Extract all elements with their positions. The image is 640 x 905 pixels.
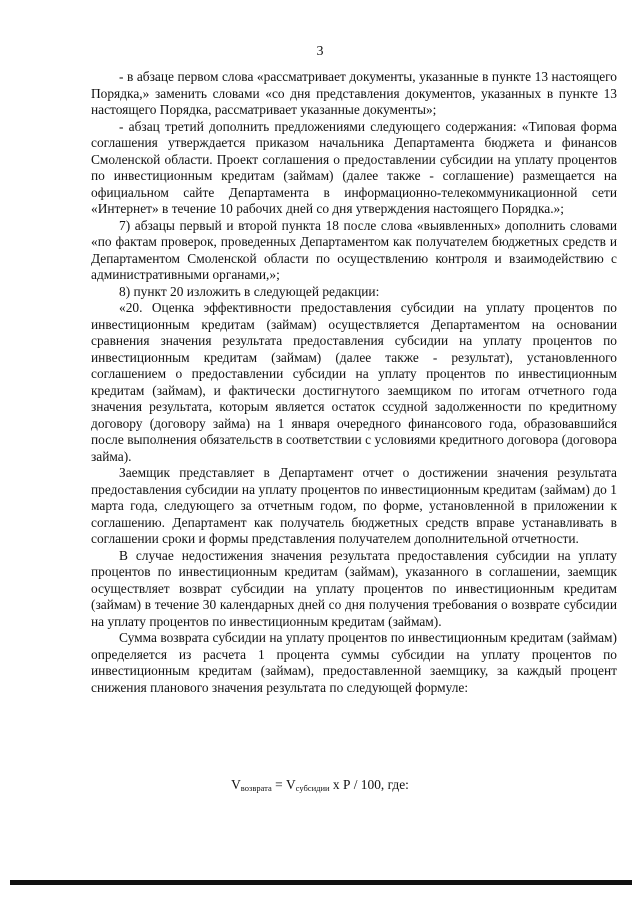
paragraph-item-8: 8) пункт 20 изложить в следующей редакции:	[119, 283, 380, 299]
paragraph-item-7: 7) абзацы первый и второй пункта 18 после слова «выявленных» дополнить словами «по фактам проверок, проведенных Департаментом как получателем бюджетных средств и Департаментом Смоленской области по осуществлению контроля и взаимодействию с административными органами,»;	[91, 217, 617, 282]
formula-rhs-symbol: V	[286, 777, 296, 792]
page-number: 3	[316, 44, 324, 59]
paragraph-amendment-2: - абзац третий дополнить предложениями следующего содержания: «Типовая форма соглашения утверждается приказом начальника Департамента бюджета и финансов Смоленской области. Проект соглашения о предоставлении субсидии на уплату процентов по инвестиционным кредитам (займам) (далее также - соглашение) размещается на официальном сайте Департамента в информационно-телекоммуникационной сети «Интернет» в течение 10 рабочих дней со дня утверждения настоящего Порядка.»;	[91, 118, 617, 216]
formula-equals: =	[271, 777, 286, 792]
paragraph-report: Заемщик представляет в Департамент отчет о достижении значения результата предоставления субсидии на уплату процентов по инвестиционным кредитам (займам) до 1 марта года, следующего за отчетным годом, по форме, установленной в приложении к соглашению. Департамент как получатель бюджетных средств вправе устанавливать в соглашении сроки и формы представления получателем дополнительной отчетности.	[91, 465, 617, 546]
paragraph-amendment-1: - в абзаце первом слова «рассматривает документы, указанные в пункте 13 настоящего Порядка,» заменить словами «со дня представления документов, указанных в пункте 13 настоящего Порядка, рассматривает указанные документы»;	[91, 69, 617, 117]
formula-rest: х Р / 100, где:	[329, 777, 409, 792]
formula-rhs-subscript: субсидии	[295, 783, 330, 793]
formula-lhs-symbol: V	[231, 777, 241, 792]
bottom-scan-border	[10, 880, 632, 885]
paragraph-refund-amount: Сумма возврата субсидии на уплату процентов по инвестиционным кредитам (займам) определяется из расчета 1 процента суммы субсидии на уплату процентов по инвестиционным кредитам (займам), предоставленной заемщику, за каждый процент снижения планового значения результата по следующей формуле:	[91, 630, 617, 695]
paragraph-refund-case: В случае недостижения значения результата предоставления субсидии на уплату процентов по инвестиционным кредитам (займам), указанного в соглашении, заемщик осуществляет возврат субсидии на уплату процентов по инвестиционным кредитам (займам) в течение 30 календарных дней со дня получения требования о возврате субсидии на уплату процентов по инвестиционным кредитам (займам).	[91, 547, 617, 629]
document-body	[91, 69, 617, 696]
paragraph-clause-20: «20. Оценка эффективности предоставления субсидии на уплату процентов по инвестиционным кредитам (займам) осуществляется Департаментом на основании сравнения значения результата предоставления субсидии на уплату процентов по инвестиционным кредитам (займам) (далее также - результат), установленного соглашением о предоставлении субсидии на уплату процентов по инвестиционным кредитам (займам), и фактически достигнутого заемщиком по итогам отчетного года значения результата, которым является остаток ссудной задолженности по кредитному договору (договору займа) на 1 января очередного финансового года, образовавшийся после выполнения обязательств в соответствии с условиями кредитного договора (договора займа).	[91, 300, 617, 464]
refund-formula	[0, 777, 640, 797]
formula-lhs-subscript: возврата	[240, 783, 272, 793]
